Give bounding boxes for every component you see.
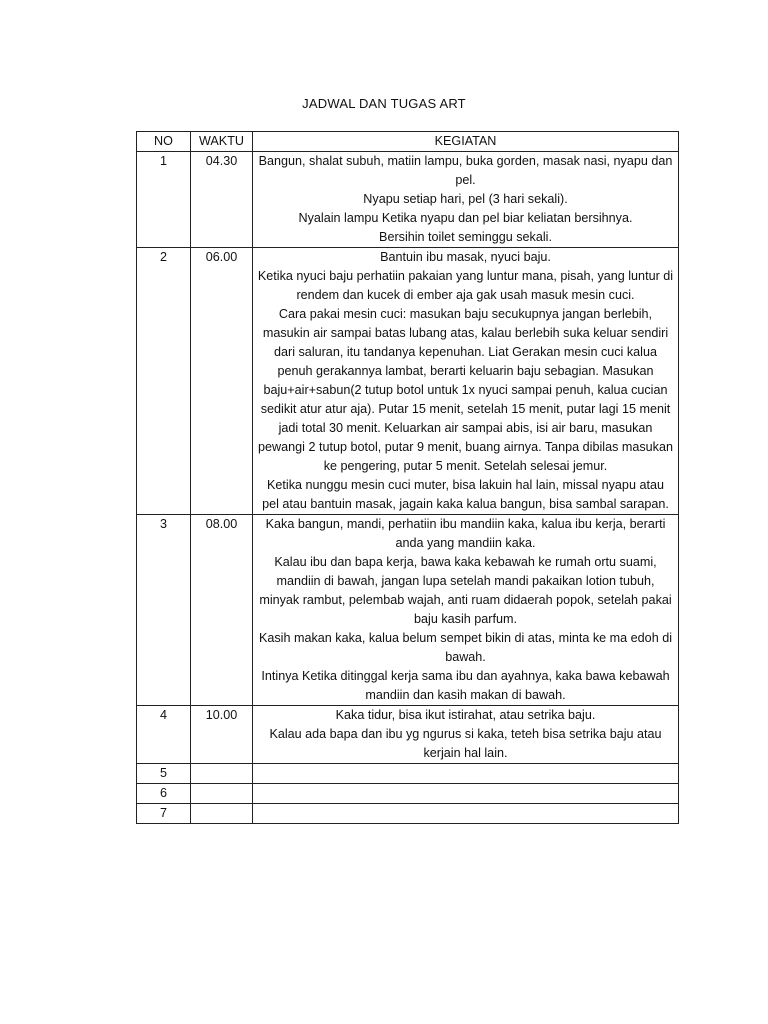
table-row [137,248,679,515]
row-time: 06.00 [191,248,253,515]
row-activity [253,804,679,824]
activity-text: Intinya Ketika ditinggal kerja sama ibu dan ayahnya, kaka bawa kebawah mandiin dan kasih makan di bawah. [261,669,670,702]
row-activity [253,152,679,248]
activity-text: Nyalain lampu Ketika nyapu dan pel biar keliatan bersihnya. [298,211,633,225]
row-time [191,804,253,824]
schedule-table [136,131,679,824]
row-number: 5 [137,764,191,784]
row-time: 10.00 [191,706,253,764]
table-row [137,706,679,764]
activity-text: Ketika nyuci baju perhatiin pakaian yang luntur mana, pisah, yang luntur di rendem dan kucek di ember aja gak usah masuk mesin cuci. [257,269,674,302]
activity-text: Kalau ibu dan bapa kerja, bawa kaka kebawah ke rumah ortu suami, mandiin di bawah, jangan lupa setelah mandi pakaikan lotion tubuh, minyak rambut, pelembab wajah, anti ruam didaerah popok, setelah pakai baju kasih parfum. [259,555,672,626]
row-activity [253,515,679,706]
document-title: JADWAL DAN TUGAS ART [302,96,466,111]
table-header-row [137,132,679,152]
row-time [191,784,253,804]
activity-text: Kaka bangun, mandi, perhatiin ibu mandiin kaka, kalua ibu kerja, berarti anda yang mandiin kaka. [265,517,666,550]
row-number: 7 [137,804,191,824]
header-no: NO [137,132,191,152]
row-time: 08.00 [191,515,253,706]
row-activity [253,706,679,764]
row-number: 6 [137,784,191,804]
table-row [137,515,679,706]
activity-text: Kasih makan kaka, kalua belum sempet bikin di atas, minta ke ma edoh di bawah. [258,631,672,664]
activity-text: Kalau ada bapa dan ibu yg ngurus si kaka, teteh bisa setrika baju atau kerjain hal lain. [269,727,662,760]
row-time [191,764,253,784]
activity-text: Bantuin ibu masak, nyuci baju. [380,250,551,264]
row-activity [253,784,679,804]
row-activity [253,248,679,515]
row-time: 04.30 [191,152,253,248]
activity-text: Nyapu setiap hari, pel (3 hari sekali). [363,192,568,206]
row-number: 1 [137,152,191,248]
table-row [137,784,679,804]
row-number: 4 [137,706,191,764]
activity-text: Bersihin toilet seminggu sekali. [379,230,552,244]
table-row [137,152,679,248]
row-activity [253,764,679,784]
row-number: 2 [137,248,191,515]
activity-text: Cara pakai mesin cuci: masukan baju secukupnya jangan berlebih, masukin air sampai batas lubang atas, kalau berlebih suka keluar sendiri dari saluran, itu tandanya kepenuhan. Liat Gerakan mesin cuci kalua penuh gerakannya lambat, berarti keluarin baju sebagian. Masukan baju+air+sabun(2 tutup botol untuk 1x nyuci sampai penuh, kalua cucian sedikit atur atur aja). Putar 15 menit, setelah 15 menit, putar lagi 15 menit jadi total 30 menit. Keluarkan air sampai abis, isi air baru, masukan pewangi 2 tutup botol, putar 9 menit, buang airnya. Tanpa dibilas masukan ke pengering, putar 5 menit. Setelah selesai jemur. [258,307,673,473]
table-row [137,804,679,824]
activity-text: Kaka tidur, bisa ikut istirahat, atau setrika baju. [335,708,596,722]
header-time: WAKTU [191,132,253,152]
activity-text: Ketika nunggu mesin cuci muter, bisa lakuin hal lain, missal nyapu atau pel atau bantuin masak, jagain kaka kalua bangun, bisa sambal sarapan. [262,478,669,511]
row-number: 3 [137,515,191,706]
table-row [137,764,679,784]
activity-text: Bangun, shalat subuh, matiin lampu, buka gorden, masak nasi, nyapu dan pel. [258,154,673,187]
header-activity: KEGIATAN [253,132,679,152]
